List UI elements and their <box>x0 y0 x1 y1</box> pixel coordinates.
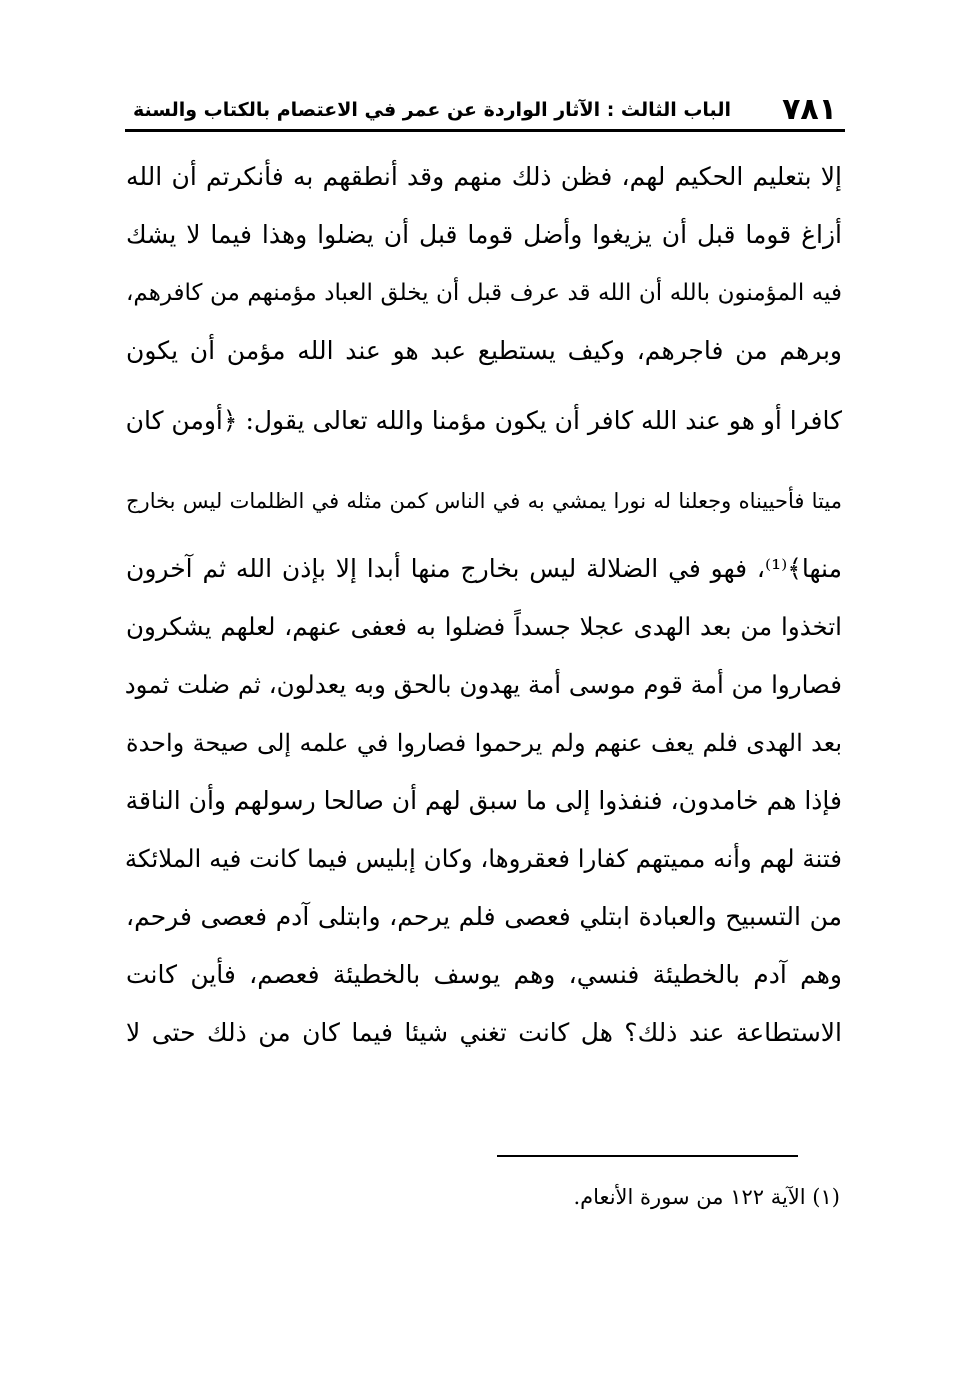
text-line: اتخذوا من بعد الهدى عجلا جسداً فضلوا به فعفى عنهم، لعلهم يشكرون <box>126 612 842 641</box>
body-text <box>126 148 842 1062</box>
running-title: الباب الثالث : الآثار الواردة عن عمر في الاعتصام بالكتاب والسنة <box>133 99 731 121</box>
page-header <box>125 88 845 132</box>
text-line: الاستطاعة عند ذلك؟ هل كانت تغني شيئا فيما كان من ذلك حتى لا <box>126 1018 842 1047</box>
text-line: فصاروا من أمة قوم موسى أمة يهدون بالحق وبه يعدلون، ثم ضلت ثمود <box>124 670 842 699</box>
text-line: فيه المؤمنون بالله أن الله قد عرف قبل أن يخلق العباد مؤمنهم من كافرهم، <box>126 280 842 306</box>
header-rule <box>125 129 845 132</box>
text-line: بعد الهدى فلم يعف عنهم ولم يرحموا فصاروا في علمه إلى صيحة واحدة <box>126 729 842 757</box>
footnote: (١) الآية ١٢٢ من سورة الأنعام. <box>573 1185 840 1209</box>
text-line: فإذا هم خامدون، فنفذوا إلى ما سبق لهم أن صالحا رسولهم وأن الناقة <box>125 786 842 815</box>
text-line-quran-start: كافرا أو هو عند الله كافر أن يكون مؤمنا والله تعالى يقول: ﴿أومن كان <box>125 406 842 435</box>
text-line: إلا بتعليم الحكيم لهم، فظن ذلك منهم وقد أنطقهم به فأنكرتم أن الله <box>126 162 842 191</box>
page-number: ٧٨١ <box>782 92 837 127</box>
text-line: من التسبيح والعبادة ابتلي فعصى فلم يرحم، وابتلى آدم فعصى فرحم، <box>126 902 842 931</box>
text-line: وبرهم من فاجرهم، وكيف يستطيع عبد هو عند الله مؤمن أن يكون <box>126 336 842 365</box>
footnote-separator <box>497 1155 798 1157</box>
text-line: أزاغ قوما قبل أن يزيغوا وأضل قوما قبل أن يضلوا وهذا فيما لا يشك <box>126 220 842 249</box>
quran-verse-line: ميتا فأحييناه وجعلنا له نورا يمشي به في الناس كمن مثله في الظلمات ليس بخارج <box>126 489 842 513</box>
text-line: فتنة لهم وأنه مميتهم كفارا فعقروها، وكان إبليس فيما كانت فيه الملائكة <box>124 844 842 873</box>
text-line: وهم آدم بالخطيئة فنسي، وهم يوسف بالخطيئة فعصم، فأين كانت <box>126 960 842 989</box>
text-line: منها﴾⁽¹⁾، فهو في الضلالة ليس بخارج منها أبدا إلا بإذن الله ثم آخرون <box>126 554 842 583</box>
